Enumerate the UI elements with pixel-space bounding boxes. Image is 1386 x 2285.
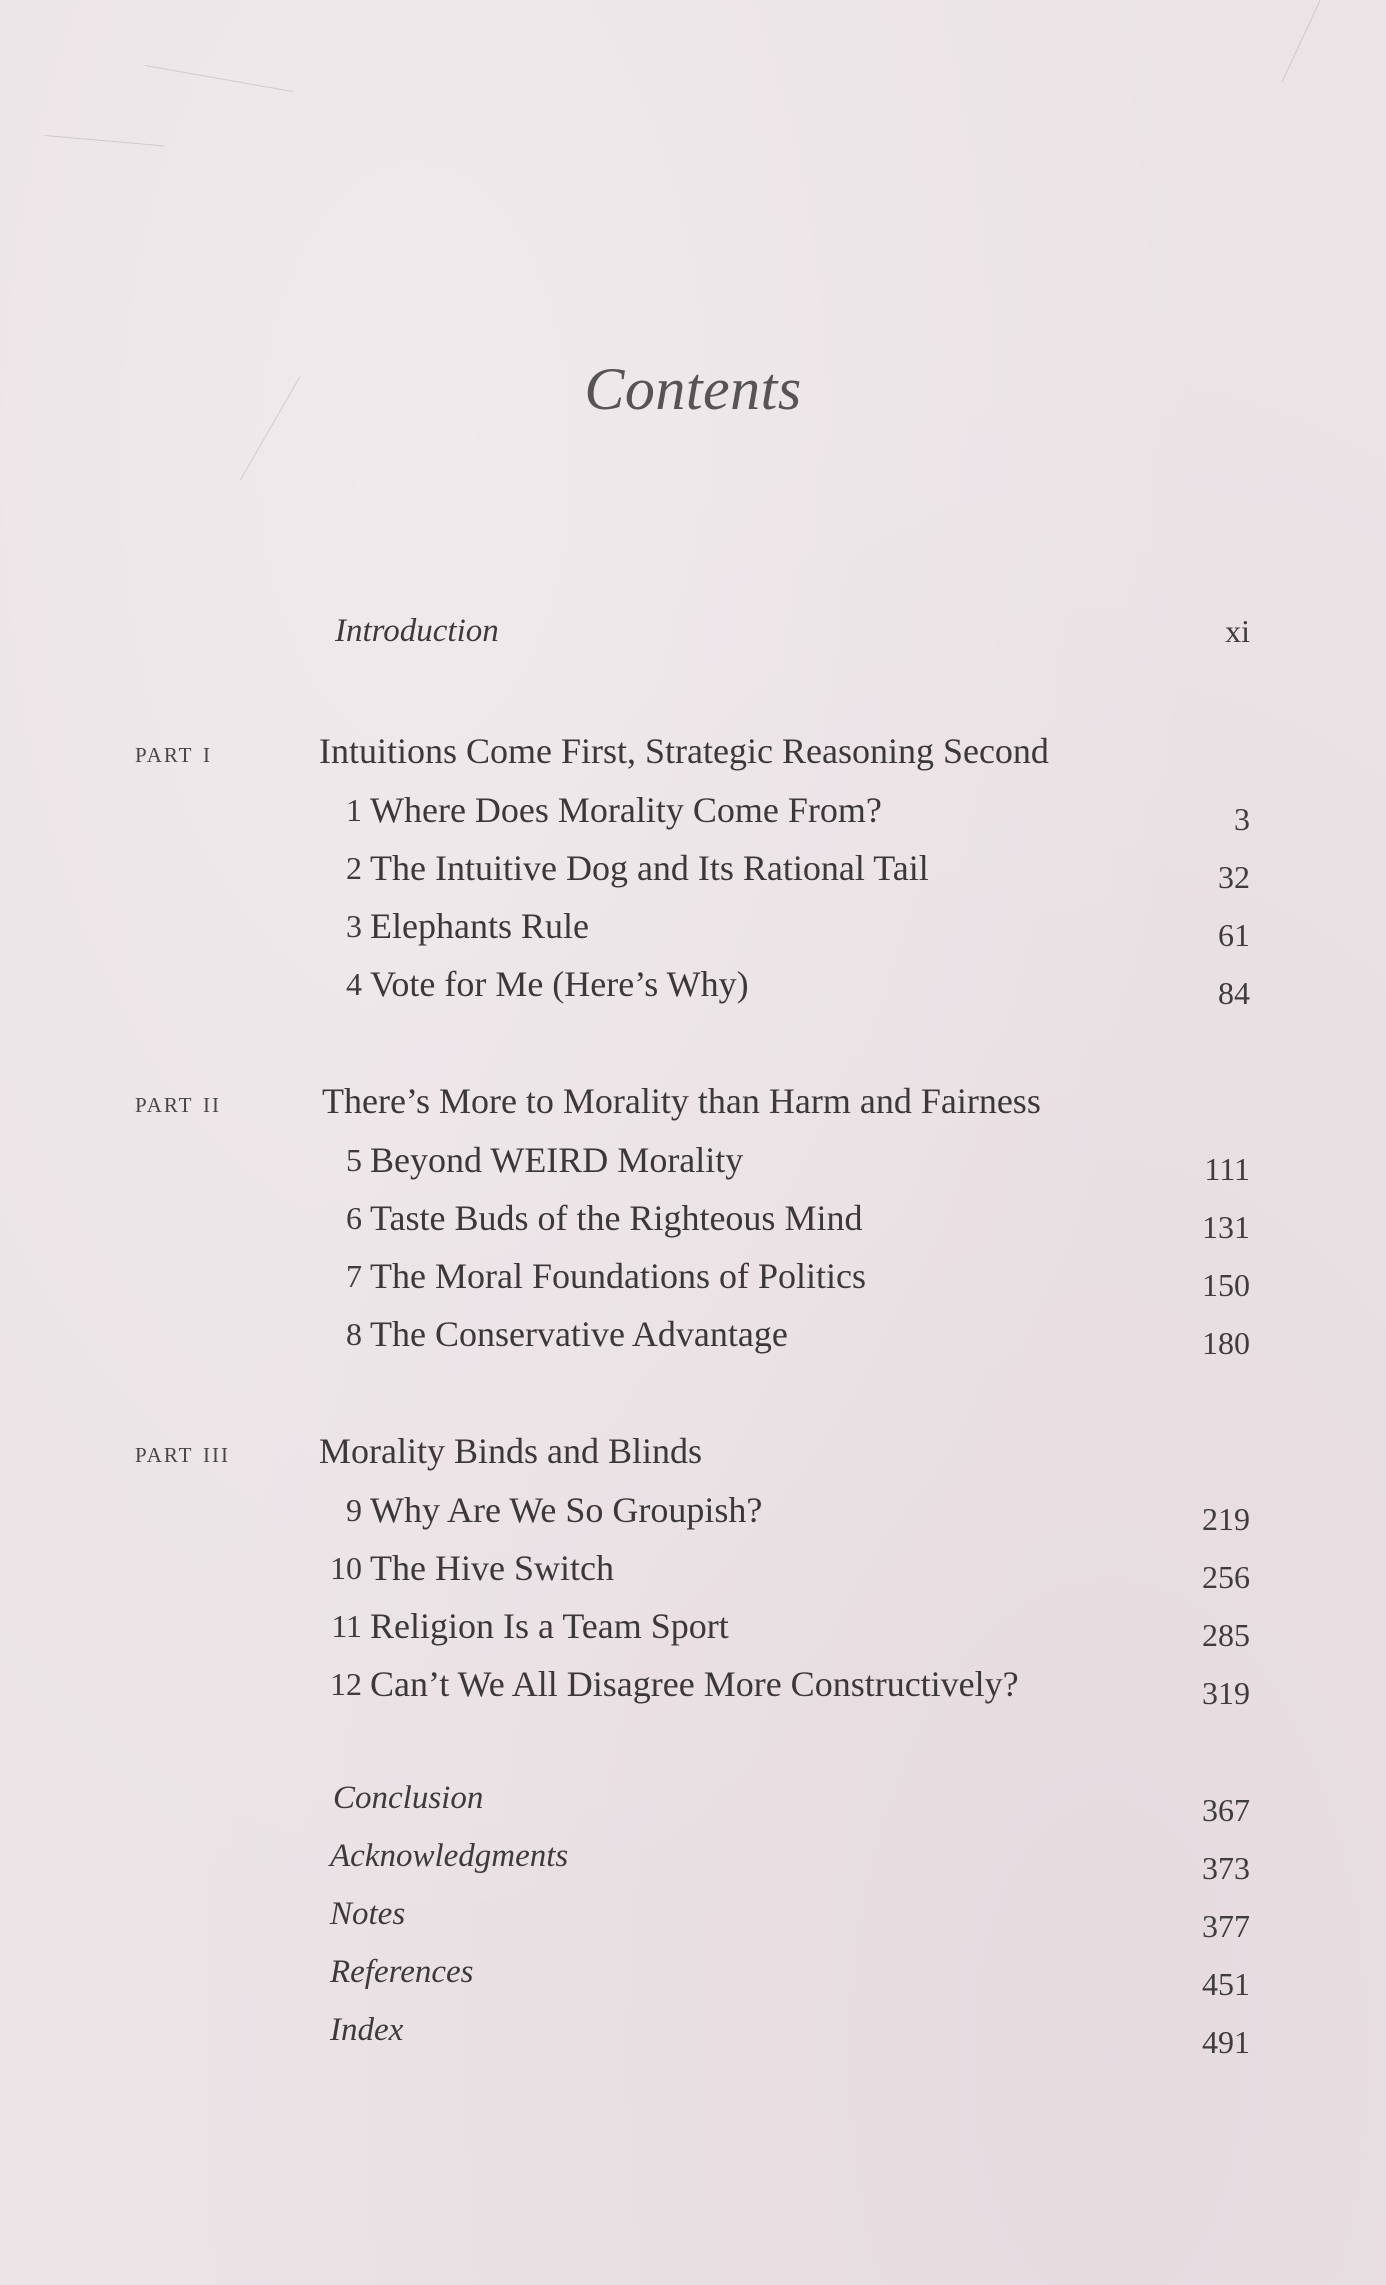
page-number: 373 — [1202, 1850, 1250, 1886]
toc-chapter[interactable] — [0, 1255, 1386, 1305]
page-title: Contents — [584, 356, 802, 422]
part-title: There’s More to Morality than Harm and Fairness — [322, 1081, 1041, 1121]
page-number: 451 — [1202, 1966, 1250, 2002]
page-number: 285 — [1202, 1617, 1250, 1653]
page-number: 377 — [1202, 1908, 1250, 1944]
page-number: 491 — [1202, 2024, 1250, 2060]
chapter-title: Where Does Morality Come From? — [370, 790, 882, 830]
toc-chapter[interactable] — [0, 1139, 1386, 1189]
chapter-number: 8 — [346, 1316, 362, 1352]
toc-chapter[interactable] — [0, 963, 1386, 1013]
toc-entry-conclusion[interactable] — [0, 1780, 1386, 1830]
chapter-title: The Moral Foundations of Politics — [370, 1256, 866, 1296]
toc-chapter[interactable] — [0, 1547, 1386, 1597]
toc-entry-acknowledgments[interactable] — [0, 1838, 1386, 1888]
toc-part-3[interactable] — [0, 1430, 1386, 1480]
toc-chapter[interactable] — [0, 789, 1386, 839]
toc-entry-index[interactable] — [0, 2012, 1386, 2062]
chapter-number: 3 — [346, 908, 362, 944]
page-number: 150 — [1202, 1267, 1250, 1303]
page-number: 256 — [1202, 1559, 1250, 1595]
chapter-title: Beyond WEIRD Morality — [370, 1140, 744, 1180]
toc-chapter[interactable] — [0, 1663, 1386, 1713]
toc-chapter[interactable] — [0, 1605, 1386, 1655]
chapter-number: 10 — [330, 1550, 362, 1586]
page-number: 131 — [1202, 1209, 1250, 1245]
chapter-number: 2 — [346, 850, 362, 886]
chapter-title: The Intuitive Dog and Its Rational Tail — [370, 848, 929, 888]
entry-title: References — [330, 1954, 474, 1990]
page-number: xi — [1225, 613, 1250, 649]
entry-title: Conclusion — [333, 1780, 484, 1816]
page-number: 367 — [1202, 1792, 1250, 1828]
toc-chapter[interactable] — [0, 1489, 1386, 1539]
chapter-number: 12 — [330, 1666, 362, 1702]
entry-title: Notes — [330, 1896, 406, 1932]
page-number: 319 — [1202, 1675, 1250, 1711]
paper-scratch — [1282, 0, 1321, 82]
page-number: 32 — [1218, 859, 1250, 895]
page-number: 180 — [1202, 1325, 1250, 1361]
chapter-number: 9 — [346, 1492, 362, 1528]
part-title: Morality Binds and Blinds — [319, 1431, 703, 1471]
chapter-number: 4 — [346, 966, 362, 1002]
paper-scratch — [145, 65, 293, 92]
toc-chapter[interactable] — [0, 1313, 1386, 1363]
part-label: part ii — [135, 1086, 221, 1119]
chapter-number: 11 — [331, 1608, 362, 1644]
chapter-title: Can’t We All Disagree More Constructively? — [370, 1664, 1019, 1704]
toc-chapter[interactable] — [0, 1197, 1386, 1247]
chapter-title: Why Are We So Groupish? — [370, 1490, 763, 1530]
toc-entry-references[interactable] — [0, 1954, 1386, 2004]
toc-chapter[interactable] — [0, 847, 1386, 897]
page-number: 3 — [1234, 801, 1250, 837]
page-number: 111 — [1204, 1151, 1250, 1187]
chapter-title: Religion Is a Team Sport — [370, 1606, 729, 1646]
chapter-number: 7 — [346, 1258, 362, 1294]
toc-entry-notes[interactable] — [0, 1896, 1386, 1946]
toc-chapter[interactable] — [0, 905, 1386, 955]
chapter-title: The Conservative Advantage — [370, 1314, 788, 1354]
chapter-title: Elephants Rule — [370, 906, 589, 946]
chapter-title: Vote for Me (Here’s Why) — [370, 964, 749, 1004]
paper-scratch — [45, 135, 165, 146]
page-number: 219 — [1202, 1501, 1250, 1537]
entry-title: Acknowledgments — [330, 1838, 569, 1874]
chapter-title: Taste Buds of the Righteous Mind — [370, 1198, 863, 1238]
toc-part-2[interactable] — [0, 1080, 1386, 1130]
part-label: part iii — [135, 1436, 230, 1469]
page-number: 61 — [1218, 917, 1250, 953]
toc-part-1[interactable] — [0, 730, 1386, 780]
part-title: Intuitions Come First, Strategic Reasoning Second — [319, 731, 1049, 771]
toc-entry-introduction[interactable] — [0, 613, 1386, 663]
entry-title: Index — [330, 2012, 404, 2048]
chapter-title: The Hive Switch — [370, 1548, 614, 1588]
chapter-number: 5 — [346, 1142, 362, 1178]
entry-title: Introduction — [335, 613, 499, 649]
chapter-number: 6 — [346, 1200, 362, 1236]
chapter-number: 1 — [346, 792, 362, 828]
page-number: 84 — [1218, 975, 1250, 1011]
part-label: part i — [135, 736, 212, 769]
